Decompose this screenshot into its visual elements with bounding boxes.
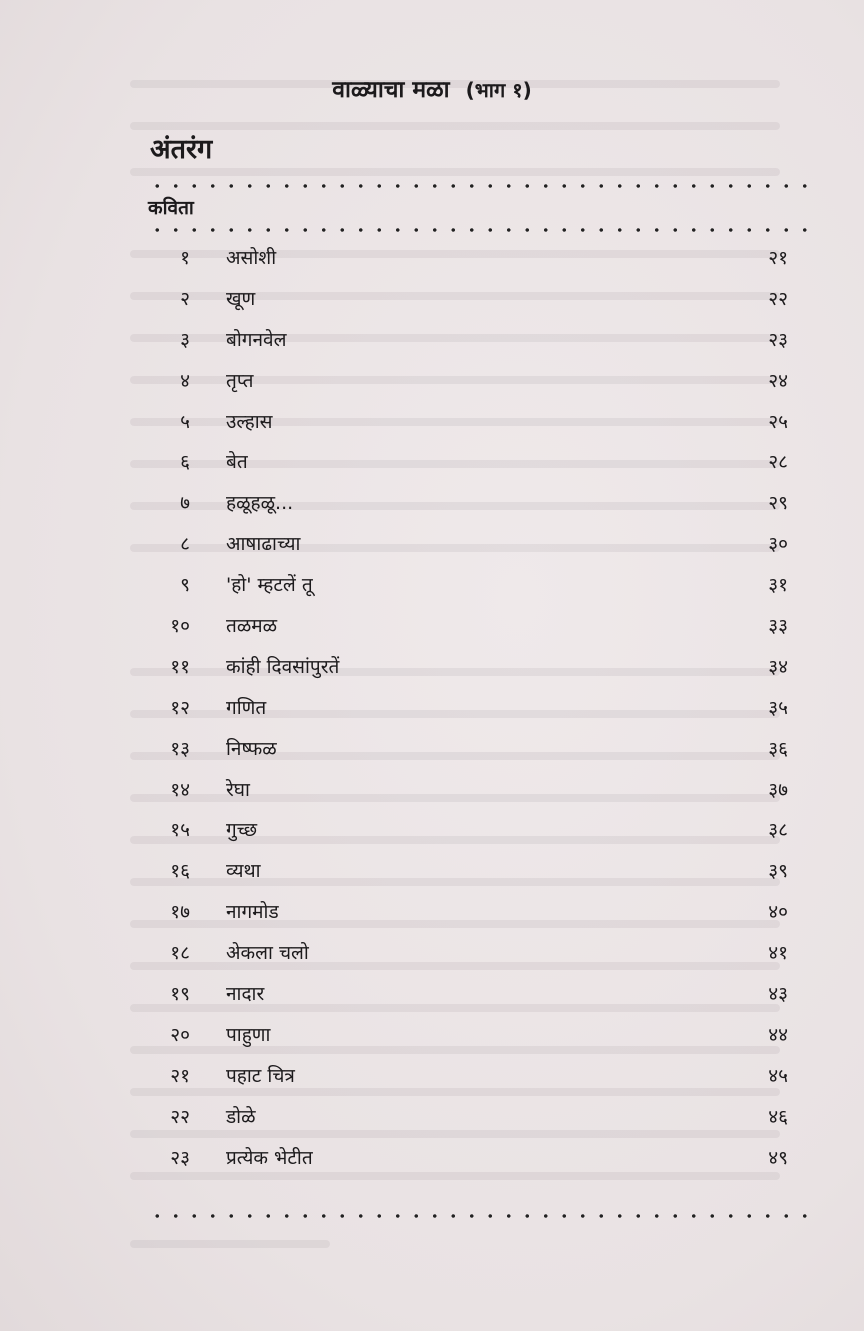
toc-entry xyxy=(148,483,788,524)
toc-entry xyxy=(148,320,788,361)
toc-entry-page: ४६ xyxy=(768,1105,788,1128)
toc-entry-title: व्यथा xyxy=(226,860,261,883)
toc-entry-page: ४४ xyxy=(768,1023,788,1046)
toc-entry-number: १६ xyxy=(170,860,190,883)
toc-entry-number: २१ xyxy=(170,1064,190,1087)
toc-entry-page: ३८ xyxy=(768,819,788,842)
toc-entry-page: ३४ xyxy=(768,655,788,678)
toc-entry xyxy=(148,606,788,647)
toc-entry-number: २ xyxy=(180,287,190,310)
toc-entry-number: ३ xyxy=(180,328,190,351)
book-part-label: (भाग १) xyxy=(465,78,532,102)
toc-entry xyxy=(148,402,788,443)
toc-entry-number: २० xyxy=(170,1023,190,1046)
toc-entry-page: २५ xyxy=(768,410,788,433)
toc-entry-number: १० xyxy=(170,615,190,638)
toc-entry-title: 'हो' म्हटलें तू xyxy=(226,574,313,597)
toc-entry-title: बेत xyxy=(226,451,248,474)
toc-entry-title: नादार xyxy=(226,983,265,1006)
toc-entry-number: १५ xyxy=(170,819,190,842)
toc-entry-title: पहाट चित्र xyxy=(226,1064,295,1087)
contents-list xyxy=(148,238,788,1188)
toc-entry-title: प्रत्येक भेटीत xyxy=(226,1146,313,1169)
dotted-divider-top xyxy=(148,184,808,188)
toc-entry-title: उल्हास xyxy=(226,410,273,433)
toc-entry-title: आषाढाच्या xyxy=(226,533,301,556)
dotted-divider-section xyxy=(148,228,808,232)
toc-entry-page: २१ xyxy=(768,247,788,269)
toc-entry xyxy=(148,810,788,851)
toc-entry xyxy=(148,1138,788,1179)
toc-entry-number: १८ xyxy=(170,942,190,965)
toc-entry-title: रेघा xyxy=(226,778,250,801)
book-title xyxy=(0,72,864,108)
toc-entry-title: गुच्छ xyxy=(226,819,258,842)
toc-entry-page: ३० xyxy=(768,533,788,556)
toc-entry-page: ३७ xyxy=(768,778,788,801)
toc-entry xyxy=(148,279,788,320)
toc-entry-page: २२ xyxy=(768,287,788,310)
toc-entry xyxy=(148,933,788,974)
bleed-through-line xyxy=(130,122,780,130)
toc-entry-number: ७ xyxy=(180,492,190,515)
toc-entry-number: ४ xyxy=(180,369,190,392)
toc-entry-number: २२ xyxy=(170,1105,190,1128)
toc-entry-title: अेकला चलो xyxy=(226,942,309,965)
toc-entry xyxy=(148,442,788,483)
toc-entry xyxy=(148,851,788,892)
toc-entry-number: १७ xyxy=(170,901,190,924)
toc-entry-number: १९ xyxy=(170,983,190,1006)
dotted-divider-bottom xyxy=(148,1214,808,1218)
section-label: कविता xyxy=(148,197,194,219)
toc-entry-number: १४ xyxy=(170,778,190,801)
toc-entry-number: ६ xyxy=(180,451,190,474)
toc-entry xyxy=(148,729,788,770)
toc-entry xyxy=(148,361,788,402)
toc-entry-number: ८ xyxy=(180,533,190,556)
bleed-through-line xyxy=(130,1240,330,1248)
toc-entry-title: तृप्त xyxy=(226,369,254,392)
toc-entry-title: नागमोड xyxy=(226,901,279,924)
toc-entry-number: १३ xyxy=(170,737,190,760)
toc-entry-page: ४९ xyxy=(768,1146,788,1169)
toc-entry-number: ९ xyxy=(180,574,190,597)
toc-entry-page: ३१ xyxy=(768,574,788,597)
toc-entry xyxy=(148,892,788,933)
toc-entry-number: ११ xyxy=(170,655,190,678)
toc-entry-page: ३९ xyxy=(768,860,788,883)
toc-entry-title: डोळे xyxy=(226,1105,256,1128)
toc-entry xyxy=(148,770,788,811)
toc-entry-page: २९ xyxy=(768,492,788,515)
toc-entry-page: ३६ xyxy=(768,737,788,760)
toc-entry xyxy=(148,238,788,279)
toc-entry-number: १ xyxy=(180,247,190,269)
toc-entry-page: २४ xyxy=(768,369,788,392)
toc-entry-page: ४३ xyxy=(768,983,788,1006)
toc-entry xyxy=(148,647,788,688)
book-title-text: वाळ्याचा मळा xyxy=(332,77,450,103)
toc-entry xyxy=(148,1056,788,1097)
toc-entry-title: खूण xyxy=(226,287,256,310)
toc-entry-number: ५ xyxy=(180,410,190,433)
toc-entry-page: ४१ xyxy=(768,942,788,965)
toc-entry-page: ३३ xyxy=(768,615,788,638)
toc-entry-page: ४० xyxy=(768,901,788,924)
toc-entry-number: २३ xyxy=(170,1146,190,1169)
toc-entry xyxy=(148,974,788,1015)
toc-entry xyxy=(148,688,788,729)
toc-entry-title: गणित xyxy=(226,696,267,719)
toc-entry xyxy=(148,1015,788,1056)
toc-entry-title: बोगनवेल xyxy=(226,328,287,351)
toc-entry-title: कांही दिवसांपुरतें xyxy=(226,655,340,678)
toc-entry-title: पाहुणा xyxy=(226,1023,271,1046)
contents-heading: अंतरंग xyxy=(150,134,213,165)
toc-entry xyxy=(148,565,788,606)
toc-entry-title: हळूहळू... xyxy=(226,492,294,515)
toc-entry-title: तळमळ xyxy=(226,615,278,638)
toc-entry xyxy=(148,524,788,565)
toc-entry-title: निष्फळ xyxy=(226,737,277,760)
bleed-through-line xyxy=(130,168,780,176)
toc-entry-page: ४५ xyxy=(768,1064,788,1087)
toc-entry-number: १२ xyxy=(170,696,190,719)
toc-entry-title: असोशी xyxy=(226,247,277,269)
toc-entry-page: ३५ xyxy=(768,696,788,719)
toc-entry-page: २८ xyxy=(768,451,788,474)
toc-entry xyxy=(148,1097,788,1138)
toc-entry-page: २३ xyxy=(768,328,788,351)
